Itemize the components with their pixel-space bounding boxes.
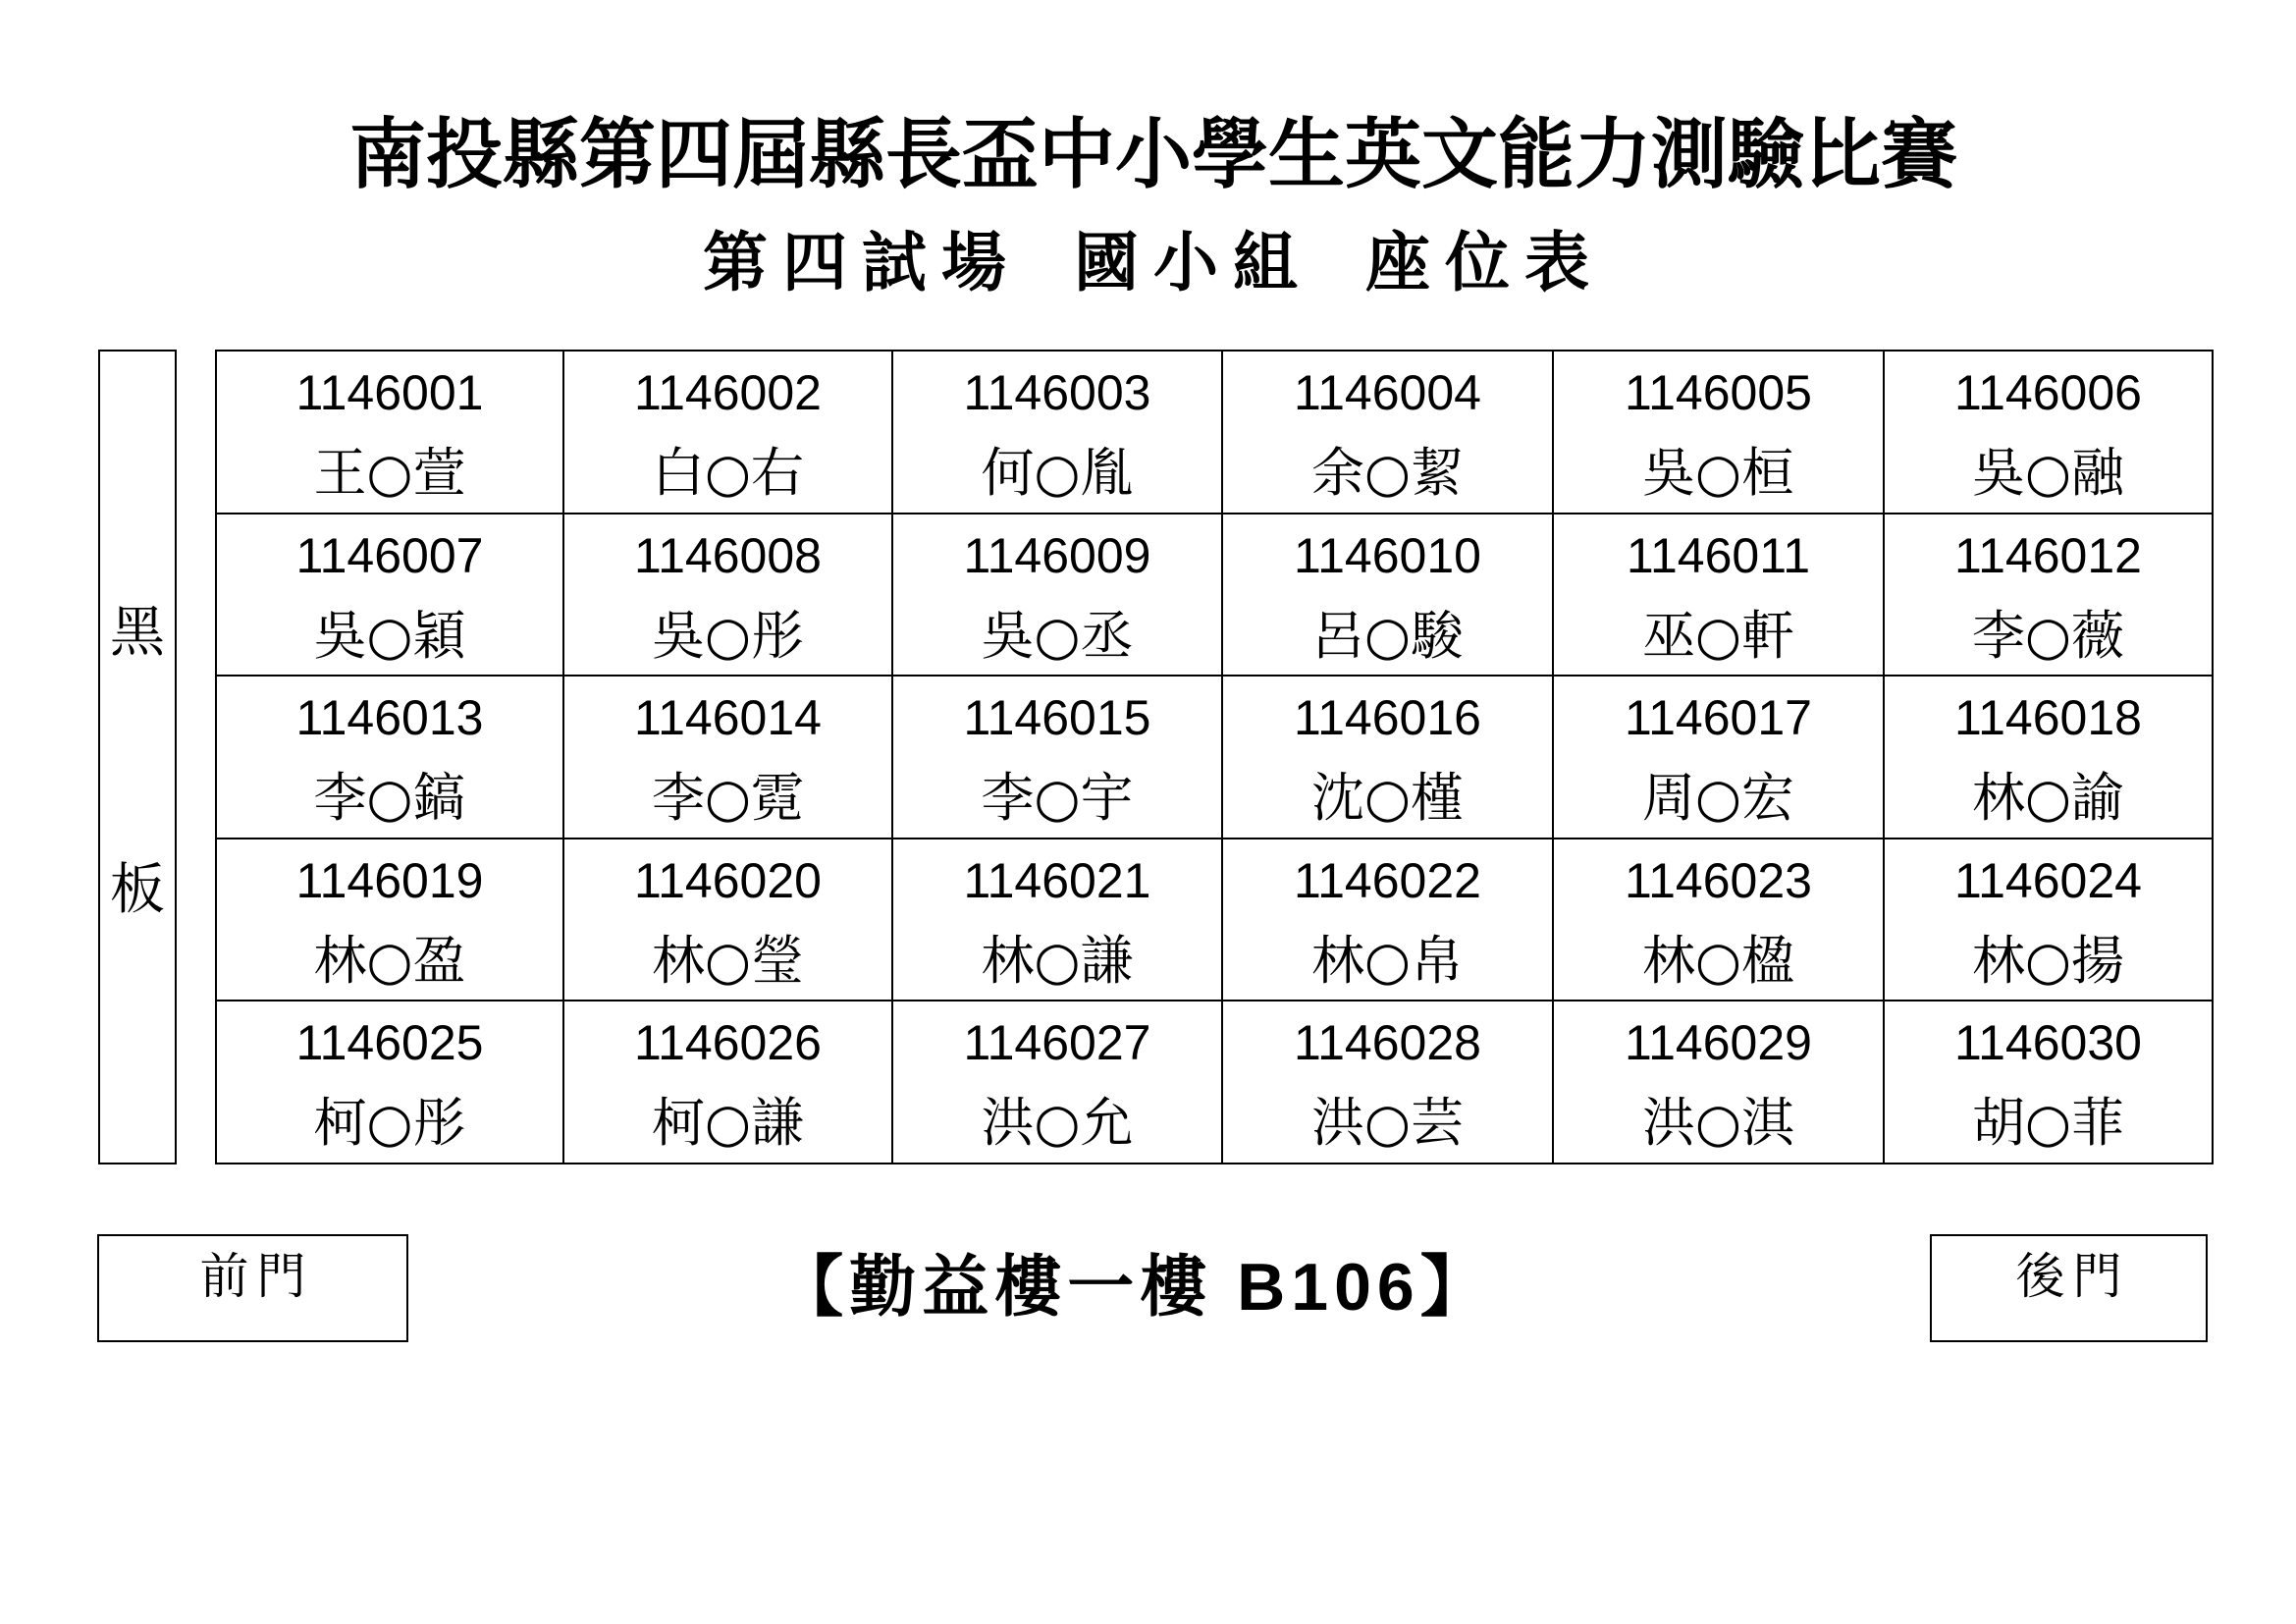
student-name: 吳○融	[1971, 442, 2125, 504]
student-name: 林○帛	[1310, 929, 1465, 992]
student-name: 柯○謙	[651, 1092, 805, 1155]
seat-cell	[1885, 352, 2214, 514]
room-location-label: 【勤益樓一樓 B106】	[776, 1250, 1493, 1325]
seat-number: 1146011	[1626, 527, 1811, 583]
student-name: 李○宇	[981, 767, 1134, 830]
student-name: 洪○允	[981, 1092, 1134, 1155]
student-name: 周○宏	[1641, 767, 1795, 830]
seat-number: 1146001	[295, 365, 484, 420]
seat-cell	[893, 514, 1223, 677]
seat-cell	[564, 839, 893, 1002]
seat-number: 1146030	[1954, 1015, 2142, 1071]
student-name: 吳○桓	[1641, 442, 1795, 504]
student-name: 李○薇	[1971, 604, 2125, 667]
seat-grid	[215, 350, 2214, 1164]
seat-cell	[564, 352, 893, 514]
student-name: 林○盈	[313, 929, 466, 992]
student-name: 李○霓	[651, 767, 805, 830]
seat-cell	[1223, 352, 1554, 514]
student-name: 李○鎬	[313, 767, 466, 830]
student-name: 白○右	[651, 442, 805, 504]
blackboard	[98, 350, 177, 1164]
seat-cell	[1554, 839, 1885, 1002]
seat-number: 1146025	[295, 1015, 484, 1071]
front-door-box	[97, 1234, 408, 1342]
seat-number: 1146010	[1294, 527, 1481, 583]
seat-cell	[564, 677, 893, 839]
seat-cell	[1885, 514, 2214, 677]
seat-number: 1146002	[634, 365, 822, 420]
seat-number: 1146019	[295, 852, 484, 908]
student-name: 吳○穎	[313, 604, 466, 667]
student-name: 林○楹	[1641, 929, 1795, 992]
seat-number: 1146012	[1954, 527, 2142, 583]
seat-cell	[1223, 677, 1554, 839]
seat-cell	[1554, 677, 1885, 839]
seat-number: 1146006	[1954, 365, 2142, 420]
seat-number: 1146029	[1625, 1015, 1812, 1071]
page-subtitle: 第四試場 國小組 座位表	[703, 224, 1604, 300]
seat-number: 1146021	[963, 852, 1151, 908]
student-name: 巫○軒	[1641, 604, 1795, 667]
seat-cell	[893, 1001, 1223, 1164]
seat-number: 1146008	[634, 527, 822, 583]
seat-cell	[217, 352, 564, 514]
seat-number: 1146003	[963, 365, 1151, 420]
seat-number: 1146013	[295, 690, 484, 746]
seat-cell	[1223, 514, 1554, 677]
seat-cell	[217, 677, 564, 839]
student-name: 王○萱	[313, 442, 466, 504]
back-door-label: 後門	[2015, 1248, 2130, 1305]
seat-cell	[217, 514, 564, 677]
student-name: 林○諭	[1971, 767, 2125, 830]
seat-cell	[893, 839, 1223, 1002]
seat-number: 1146005	[1625, 365, 1812, 420]
seat-cell	[1554, 352, 1885, 514]
seat-cell	[1885, 839, 2214, 1002]
blackboard-label-char: 黑	[110, 601, 165, 665]
student-name: 何○胤	[981, 442, 1134, 504]
blackboard-label-char: 板	[110, 858, 165, 922]
seat-cell	[893, 352, 1223, 514]
seat-number: 1146017	[1625, 690, 1812, 746]
front-door-label: 前門	[199, 1248, 314, 1305]
seat-number: 1146018	[1954, 690, 2142, 746]
student-name: 胡○菲	[1971, 1092, 2125, 1155]
student-name: 林○謙	[981, 929, 1134, 992]
seat-cell	[217, 839, 564, 1002]
seat-cell	[564, 1001, 893, 1164]
student-name: 余○絜	[1310, 442, 1465, 504]
seat-number: 1146026	[634, 1015, 822, 1071]
student-name: 林○瑩	[651, 929, 805, 992]
seat-cell	[1554, 1001, 1885, 1164]
seat-number: 1146028	[1294, 1015, 1481, 1071]
student-name: 柯○彤	[313, 1092, 466, 1155]
page-title: 南投縣第四屆縣長盃中小學生英文能力測驗比賽	[348, 111, 1957, 197]
seat-number: 1146016	[1294, 690, 1481, 746]
seat-cell	[564, 514, 893, 677]
seat-number: 1146027	[963, 1015, 1151, 1071]
student-name: 呂○駿	[1310, 604, 1465, 667]
seat-number: 1146023	[1625, 852, 1812, 908]
seat-number: 1146007	[295, 527, 484, 583]
student-name: 林○揚	[1971, 929, 2125, 992]
seat-cell	[893, 677, 1223, 839]
seat-cell	[217, 1001, 564, 1164]
seat-cell	[1223, 839, 1554, 1002]
seat-number: 1146009	[963, 527, 1151, 583]
seat-number: 1146024	[1954, 852, 2142, 908]
seat-number: 1146015	[963, 690, 1151, 746]
seat-number: 1146022	[1294, 852, 1481, 908]
seat-number: 1146014	[634, 690, 822, 746]
student-name: 洪○淇	[1641, 1092, 1795, 1155]
seat-number: 1146004	[1294, 365, 1481, 420]
back-door-box	[1930, 1234, 2208, 1342]
student-name: 沈○槿	[1310, 767, 1465, 830]
student-name: 吳○彤	[651, 604, 805, 667]
seat-cell	[1885, 1001, 2214, 1164]
seat-cell	[1554, 514, 1885, 677]
student-name: 吳○丞	[981, 604, 1134, 667]
seat-cell	[1223, 1001, 1554, 1164]
student-name: 洪○芸	[1310, 1092, 1465, 1155]
seat-cell	[1885, 677, 2214, 839]
seat-number: 1146020	[634, 852, 822, 908]
